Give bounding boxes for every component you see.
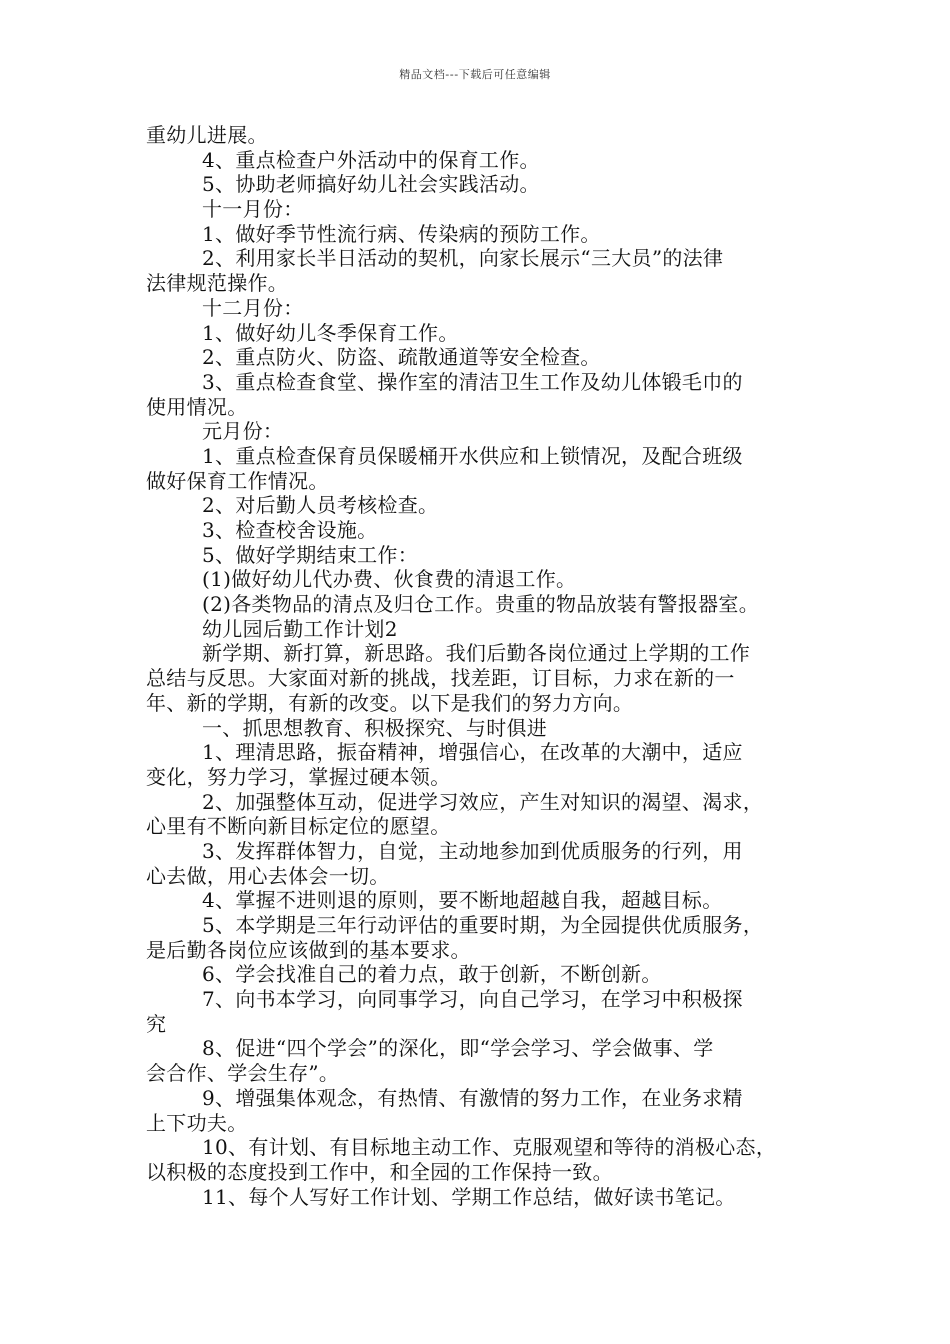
paragraph-line-indented: 4、掌握不进则退的原则，要不断地超越自我，超越目标。 [202, 888, 723, 913]
paragraph-line-indented: 3、发挥群体智力，自觉，主动地参加到优质服务的行列，用 [202, 838, 743, 863]
paragraph-line-indented: 新学期、新打算，新思路。我们后勤各岗位通过上学期的工作 [202, 641, 751, 666]
paragraph-line: 做好保育工作情况。 [146, 468, 329, 493]
paragraph-line-indented: 4、重点检查户外活动中的保育工作。 [202, 147, 540, 172]
paragraph-line-indented: 十一月份： [202, 197, 304, 222]
paragraph-line: 究 [146, 1011, 167, 1036]
paragraph-line-indented: 十二月份： [202, 295, 304, 320]
paragraph-line-indented: 一、抓思想教育、积极探究、与时俱进 [202, 715, 548, 740]
paragraph-line: 上下功夫。 [146, 1110, 248, 1135]
paragraph-line: 会合作、学会生存”。 [146, 1061, 340, 1086]
document-body [146, 123, 812, 1209]
paragraph-line-indented: 5、本学期是三年行动评估的重要时期，为全园提供优质服务， [202, 913, 764, 937]
paragraph-line: 重幼儿进展。 [146, 123, 268, 147]
page-header: 精品文档---下载后可任意编辑 [399, 68, 551, 81]
paragraph-line-indented: 8、促进“四个学会”的深化，即“学会学习、学会做事、学 [202, 1036, 714, 1061]
paragraph-line: 总结与反思。大家面对新的挑战，找差距，订目标，力求在新的一 [146, 666, 735, 691]
paragraph-line-indented: 1、理清思路，振奋精神，增强信心，在改革的大潮中，适应 [202, 740, 743, 765]
paragraph-line-indented: (1)做好幼儿代办费、伙食费的清退工作。 [202, 567, 577, 592]
paragraph-line-indented: 7、向书本学习，向同事学习，向自己学习，在学习中积极探 [202, 987, 743, 1012]
paragraph-line: 心去做，用心去体会一切。 [146, 863, 390, 888]
paragraph-line: 年、新的学期，有新的改变。以下是我们的努力方向。 [146, 690, 634, 715]
paragraph-line-indented: 元月份： [202, 419, 284, 444]
paragraph-line-indented: 3、重点检查食堂、操作室的清洁卫生工作及幼儿体锻毛巾的 [202, 369, 743, 394]
paragraph-line-indented: 11、每个人写好工作计划、学期工作总结，做好读书笔记。 [202, 1184, 736, 1209]
paragraph-line: 法律规范操作。 [146, 271, 289, 296]
paragraph-line-indented: 幼儿园后勤工作计划2 [202, 616, 398, 641]
paragraph-line-indented: 2、对后勤人员考核检查。 [202, 493, 439, 518]
paragraph-line: 以积极的态度投到工作中，和全园的工作保持一致。 [146, 1159, 613, 1184]
paragraph-line-indented: 2、加强整体互动，促进学习效应，产生对知识的渴望、渴求， [202, 789, 764, 814]
paragraph-line-indented: 1、重点检查保育员保暖桶开水供应和上锁情况，及配合班级 [202, 443, 743, 468]
paragraph-line: 是后勤各岗位应该做到的基本要求。 [146, 937, 471, 962]
paragraph-line-indented: 6、学会找准自己的着力点，敢于创新，不断创新。 [202, 962, 662, 987]
paragraph-line-indented: 2、利用家长半日活动的契机，向家长展示“三大员”的法律 [202, 246, 724, 271]
paragraph-line: 使用情况。 [146, 394, 248, 419]
paragraph-line: 心里有不断向新目标定位的愿望。 [146, 814, 451, 839]
paragraph-line-indented: 9、增强集体观念，有热情、有激情的努力工作，在业务求精 [202, 1085, 743, 1110]
paragraph-line-indented: 5、做好学期结束工作： [202, 542, 419, 567]
paragraph-line: 变化，努力学习，掌握过硬本领。 [146, 764, 451, 789]
paragraph-line-indented: 1、做好幼儿冬季保育工作。 [202, 320, 459, 345]
paragraph-line-indented: 2、重点防火、防盗、疏散通道等安全检查。 [202, 345, 601, 370]
paragraph-line-indented: 3、检查校舍设施。 [202, 518, 378, 542]
paragraph-line-indented: 1、做好季节性流行病、传染病的预防工作。 [202, 221, 601, 246]
paragraph-line-indented: 5、协助老师搞好幼儿社会实践活动。 [202, 172, 540, 197]
paragraph-line-indented: 10、有计划、有目标地主动工作、克服观望和等待的消极心态， [202, 1135, 777, 1160]
paragraph-line-indented: (2)各类物品的清点及归仓工作。贵重的物品放装有警报器室。 [202, 592, 760, 617]
